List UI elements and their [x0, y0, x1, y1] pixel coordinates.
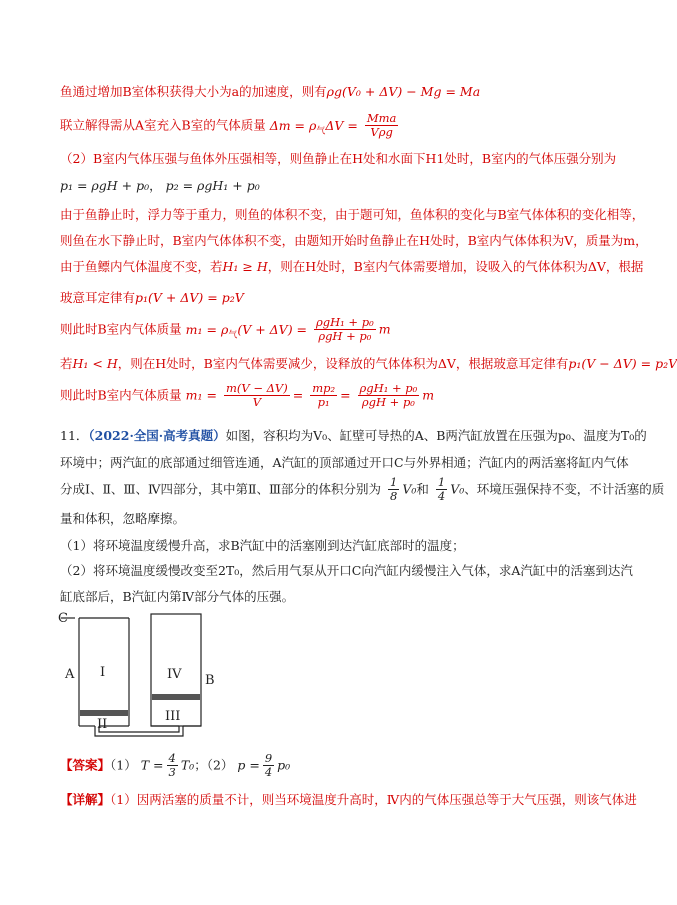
- solution-line-5: 由于鱼静止时，浮力等于重力，则鱼的体积不变，由于题可知，鱼体积的变化与B室气体体积的变化相等，: [60, 207, 645, 222]
- solution-line-10: 若H₁ < H，则在H处时，B室内气体需要减少，设释放的气体体积为ΔV，根据玻意耳定律有p₁(V − ΔV) = p₂V: [60, 356, 677, 371]
- solution-line-6: 则鱼在水下静止时，B室内气体体积不变，由题知开始时鱼静止在H处时，B室内气体体积为V，质量为m，: [60, 233, 648, 248]
- solution-line-2: 联立解得需从A室充入B室的气体质量 $\Delta m = \rho_气\Delta V$ = $\frac{\text{Mma}}{\text{Vρg}}$: [60, 111, 397, 139]
- label-a: A: [65, 667, 75, 682]
- solution-line-11: 则此时B室内气体质量 m₁ = $\frac{m(V - \Delta V)}{V}$ = $\frac{\text{mp₂}}{\text{p₁}}$ = $\frac{\text{ρgH₁ + p₀}}{\text{ρgH + p₀}}$ m: [60, 381, 435, 409]
- label-b: B: [205, 673, 215, 688]
- detail-line: 【详解】（1）因两活塞的质量不计，则当环境温度升高时，Ⅳ内的气体压强总等于大气压强，则该气体进: [60, 792, 637, 807]
- label-part-3: III: [165, 709, 181, 724]
- label-part-4: IV: [167, 667, 182, 682]
- fraction-mass: $\frac{\text{Mma}}{\text{Vρg}}$: [366, 111, 397, 139]
- piston-b: [152, 694, 200, 700]
- label-c: C: [58, 611, 68, 626]
- piston-a: [80, 710, 128, 716]
- solution-line-9: 则此时B室内气体质量 $m_1 = \rho_气(V + \Delta V)$ = $\frac{\text{ρgH₁ + p₀}}{\text{ρgH + p₀}}$ m: [60, 315, 391, 343]
- solution-line-3: （2）B室内气体压强与鱼体外压强相等，则鱼静止在H处和水面下H1处时，B室内的气体压强分别为: [60, 151, 617, 166]
- sub-question-2-line-2: 缸底部后，B汽缸内第Ⅳ部分气体的压强。: [60, 589, 295, 604]
- sub-question-1: （1）将环境温度缓慢升高，求B汽缸中的活塞刚到达汽缸底部时的温度；: [60, 538, 465, 553]
- formula-newton-2nd-law: ρg(V₀ + ΔV) − Mg = Ma: [326, 84, 481, 99]
- question-number: 11．: [60, 428, 89, 443]
- solution-line-8: 玻意耳定律有p₁(V + ΔV) = p₂V: [60, 290, 244, 305]
- sub-question-2-line-1: （2）将环境温度缓慢改变至2T₀，然后用气泵从开口C向汽缸内缓慢注入气体，求A汽缸中的活塞到达汽: [60, 563, 633, 578]
- detail-tag: 【详解】: [60, 792, 111, 807]
- solution-line-4: p₁ = ρgH + p₀， p₂ = ρgH₁ + p₀: [60, 178, 260, 193]
- solution-line-1: 鱼通过增加B室体积获得大小为a的加速度，则有ρg(V₀ + ΔV) − Mg = Ma: [60, 84, 481, 99]
- label-part-2: II: [97, 717, 108, 732]
- question-11-line-2: 环境中；两汽缸的底部通过细管连通，A汽缸的顶部通过开口C与外界相通；汽缸内的两活塞将缸内气体: [60, 455, 629, 470]
- question-11-line-4: 量和体积，忽略摩擦。: [60, 511, 186, 526]
- question-11-line-1: 11．（2022·全国·高考真题）如图，容积均为V₀、缸壁可导热的A、B两汽缸放置在压强为p₀、温度为T₀的: [60, 428, 647, 443]
- answer-line: 【答案】（1） T = $\frac{4}{3}$ T₀；（2） p = $\frac{9}{4}$ p₀: [60, 751, 291, 779]
- question-11-line-3: 分成Ⅰ、Ⅱ、Ⅲ、Ⅳ四部分，其中第Ⅱ、Ⅲ部分的体积分别为 $\frac{1}{8}$ V₀和 $\frac{1}{4}$ V₀、环境压强保持不变，不计活塞的质: [60, 475, 665, 503]
- label-part-1: I: [100, 665, 106, 680]
- question-source: （2022·全国·高考真题）: [88, 428, 226, 443]
- answer-tag: 【答案】: [60, 757, 111, 773]
- cylinder-diagram: [55, 608, 225, 748]
- solution-line-7: 由于鱼鳔内气体温度不变，若H₁ ≥ H，则在H处时，B室内气体需要增加，设吸入的气体体积为ΔV，根据: [60, 259, 644, 274]
